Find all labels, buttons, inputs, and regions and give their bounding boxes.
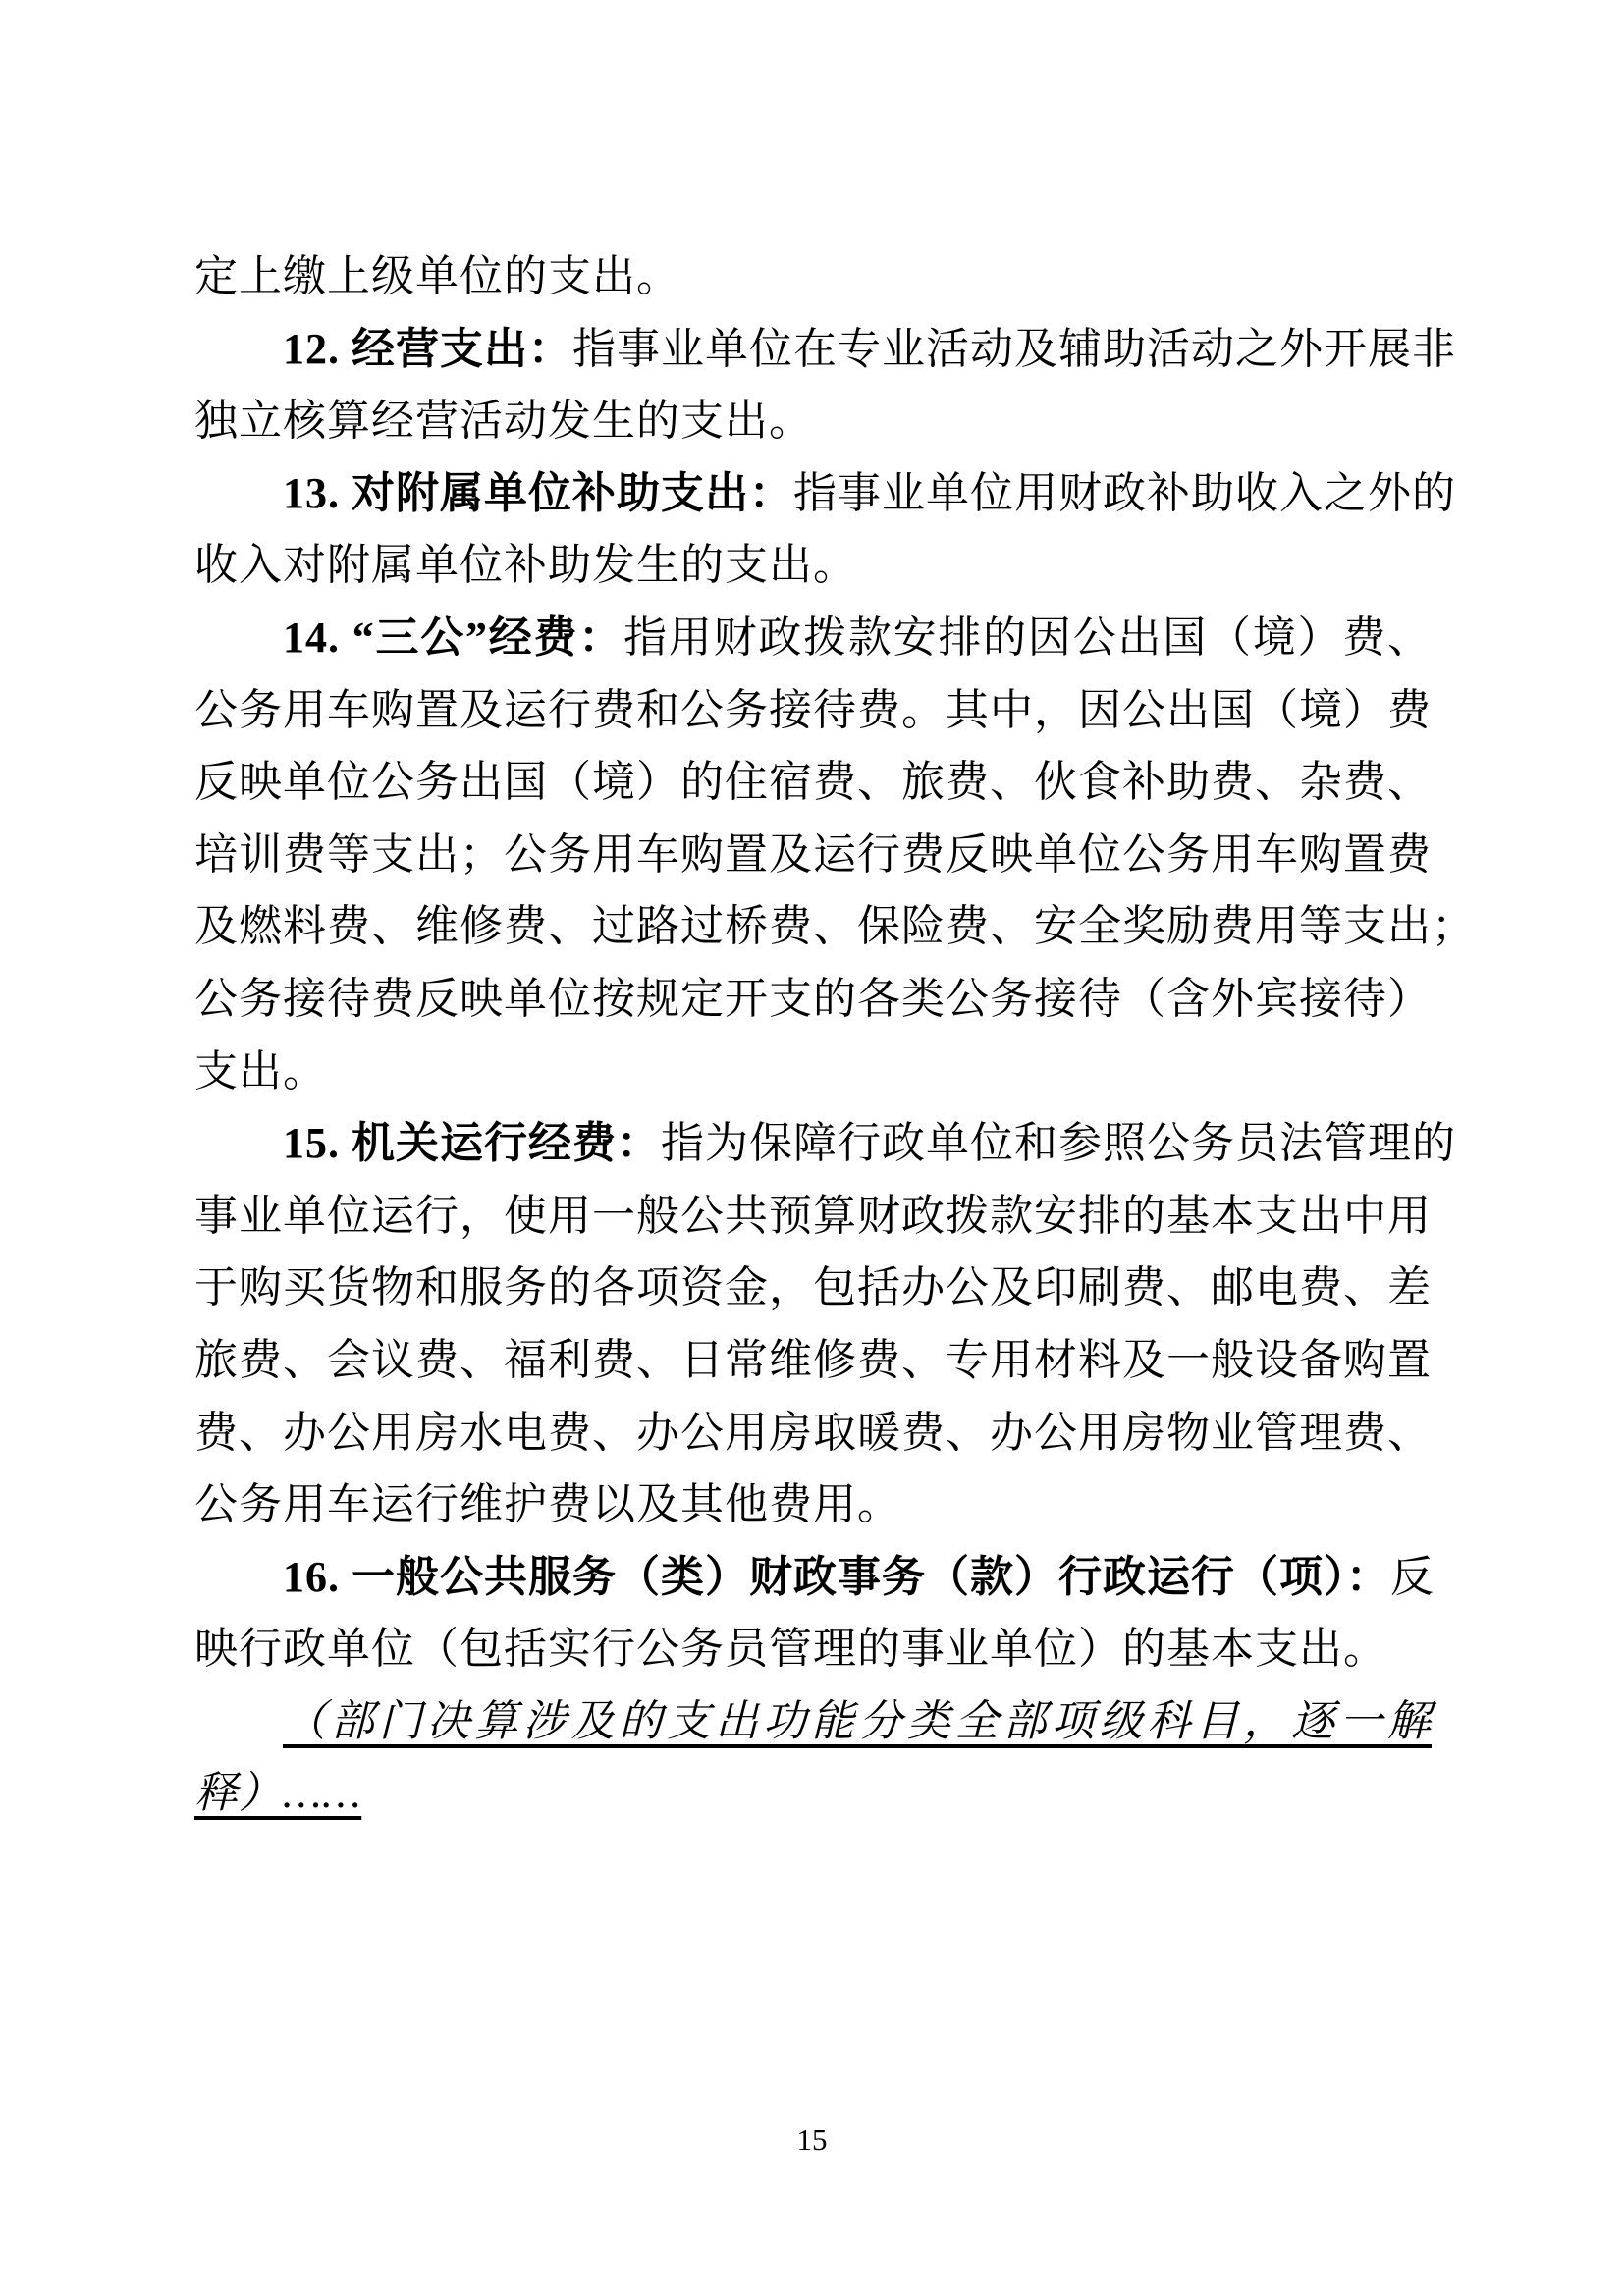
text-line [194,313,1456,386]
term-heading: 12. 经营支出： [283,324,572,373]
text-line [194,1036,1432,1108]
text-line [194,385,1432,457]
text-line [194,240,1432,313]
term-heading: 14. “三公”经费： [283,613,624,662]
text-line [194,1397,1432,1469]
text-line [194,1541,1435,1614]
body-text: 事业单位运行，使用一般公共预算财政拨款安排的基本支出中用 [194,1191,1432,1240]
text-line [194,529,1432,602]
text-line [194,1468,1432,1541]
body-text: 支出。 [194,1046,327,1095]
body-text: 释）…… [194,1769,362,1818]
text-line [194,1107,1456,1180]
text-line [194,1252,1432,1324]
body-text: 于购买货物和服务的各项资金，包括办公及印刷费、邮电费、差 [194,1263,1432,1312]
body-text: 定上缴上级单位的支出。 [194,252,680,300]
body-text: 收入对附属单位补助发生的支出。 [194,541,857,590]
note-text-line [194,1757,1432,1830]
body-text: 公务用车购置及运行费和公务接待费。其中，因公出国（境）费 [194,685,1432,734]
term-heading: 16. 一般公共服务（类）财政事务（款）行政运行（项）： [283,1552,1390,1601]
body-text: 培训费等支出；公务用车购置及运行费反映单位公务用车购置费 [194,829,1432,879]
note-text-line [194,1685,1432,1758]
text-line [194,1180,1432,1253]
text-line [194,746,1432,819]
body-text: 映行政单位（包括实行公务员管理的事业单位）的基本支出。 [194,1625,1387,1674]
body-text: 指事业单位在专业活动及辅助活动之外开展非 [572,324,1456,373]
text-line [194,457,1456,530]
text-line [194,890,1476,963]
body-text: 指用财政拨款安排的因公出国（境）费、 [623,613,1433,662]
body-text: 独立核算经营活动发生的支出。 [194,397,813,446]
term-heading: 13. 对附属单位补助支出： [283,468,793,517]
page-number: 15 [796,2122,828,2157]
text-line [194,674,1432,747]
body-text: 费、办公用房水电费、办公用房取暖费、办公用房物业管理费、 [194,1408,1432,1457]
term-heading: 15. 机关运行经费： [283,1119,661,1168]
body-text: 公务用车运行维护费以及其他费用。 [194,1480,901,1529]
body-text: 反 [1390,1552,1435,1601]
document-body [194,240,1476,1830]
text-line [194,602,1432,674]
body-text: 公务接待费反映单位按规定开支的各类公务接待（含外宾接待） [194,974,1432,1023]
text-line [194,1324,1432,1397]
body-text: 指为保障行政单位和参照公务员法管理的 [661,1119,1456,1168]
body-text: 反映单位公务出国（境）的住宿费、旅费、伙食补助费、杂费、 [194,758,1432,807]
text-line [194,1613,1432,1685]
body-text: （部门决算涉及的支出功能分类全部项级科目，逐一解 [283,1696,1432,1745]
text-line [194,819,1432,891]
text-line [194,963,1432,1036]
body-text: 旅费、会议费、福利费、日常维修费、专用材料及一般设备购置 [194,1335,1432,1384]
body-text: 指事业单位用财政补助收入之外的 [793,468,1456,517]
body-text: 及燃料费、维修费、过路过桥费、保险费、安全奖励费用等支出； [194,902,1476,951]
